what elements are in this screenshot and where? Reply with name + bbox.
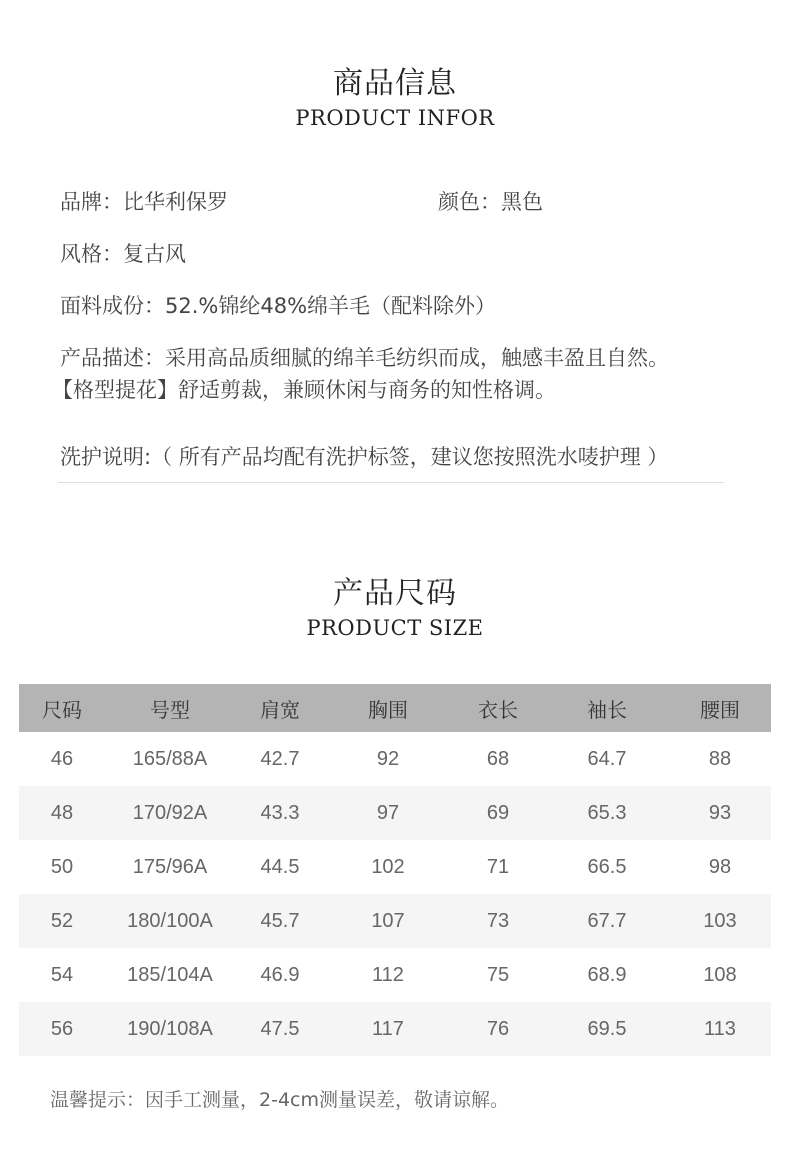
cell-sleeve: 66.5 xyxy=(587,855,627,878)
cell-shoulder: 45.7 xyxy=(235,894,325,948)
cell-chest: 112 xyxy=(372,963,404,986)
cell-size: 54 xyxy=(50,963,74,986)
table-row xyxy=(19,840,771,894)
table-row xyxy=(19,894,771,948)
cell-length: 71 xyxy=(486,855,510,878)
cell-waist: 113 xyxy=(669,1002,771,1056)
header-sleeve: 袖长 xyxy=(545,684,669,732)
cell-waist: 88 xyxy=(708,747,732,770)
cell-waist: 98 xyxy=(708,855,732,878)
cell-chest: 117 xyxy=(325,1002,451,1056)
section-divider xyxy=(58,482,724,483)
cell-chest: 102 xyxy=(371,855,405,878)
cell-shoulder: 44.5 xyxy=(260,855,300,878)
size-table-header xyxy=(19,684,771,732)
cell-shoulder: 47.5 xyxy=(235,1002,325,1056)
color-line: 颜色：黑色 xyxy=(438,190,543,214)
product-size-title: 产品尺码 xyxy=(333,576,457,611)
style-line: 风格：复古风 xyxy=(60,242,186,266)
description-line-2: 【格型提花】舒适剪裁，兼顾休闲与商务的知性格调。 xyxy=(52,378,556,402)
cell-model: 190/108A xyxy=(105,1002,235,1056)
cell-shoulder: 43.3 xyxy=(235,786,325,840)
cell-waist: 103 xyxy=(669,894,771,948)
cell-waist: 108 xyxy=(703,963,737,986)
cell-sleeve: 67.7 xyxy=(545,894,669,948)
cell-size: 50 xyxy=(50,855,74,878)
cell-length: 76 xyxy=(451,1002,545,1056)
cell-sleeve: 69.5 xyxy=(545,1002,669,1056)
table-row xyxy=(19,948,771,1002)
header-model: 号型 xyxy=(105,684,235,732)
header-size: 尺码 xyxy=(19,684,105,732)
cell-chest: 92 xyxy=(376,747,400,770)
cell-waist: 93 xyxy=(669,786,771,840)
header-length: 衣长 xyxy=(451,684,545,732)
product-info-subtitle: PRODUCT INFOR xyxy=(295,106,495,130)
cell-chest: 107 xyxy=(325,894,451,948)
cell-size: 52 xyxy=(19,894,105,948)
product-size-subtitle: PRODUCT SIZE xyxy=(306,616,484,640)
cell-model: 180/100A xyxy=(105,894,235,948)
header-chest: 胸围 xyxy=(325,684,451,732)
cell-length: 69 xyxy=(451,786,545,840)
cell-model: 165/88A xyxy=(132,747,208,770)
fabric-line: 面料成份：52.%锦纶48%绵羊毛（配料除外） xyxy=(60,294,497,318)
brand-line: 品牌：比华利保罗 xyxy=(60,190,228,214)
table-row xyxy=(19,786,771,840)
cell-size: 48 xyxy=(19,786,105,840)
table-row xyxy=(19,732,771,786)
header-waist: 腰围 xyxy=(669,684,771,732)
cell-model: 185/104A xyxy=(127,963,213,986)
cell-length: 68 xyxy=(486,747,510,770)
cell-size: 46 xyxy=(50,747,74,770)
cell-shoulder: 46.9 xyxy=(260,963,300,986)
cell-shoulder: 42.7 xyxy=(260,747,300,770)
cell-length: 75 xyxy=(486,963,510,986)
size-table xyxy=(19,684,771,1056)
cell-chest: 97 xyxy=(325,786,451,840)
cell-sleeve: 65.3 xyxy=(545,786,669,840)
table-row xyxy=(19,1002,771,1056)
cell-model: 170/92A xyxy=(105,786,235,840)
care-line: 洗护说明:（ 所有产品均配有洗护标签，建议您按照洗水唛护理 ） xyxy=(60,445,669,469)
product-info-title: 商品信息 xyxy=(333,66,457,101)
cell-sleeve: 64.7 xyxy=(587,747,627,770)
cell-model: 175/96A xyxy=(132,855,208,878)
header-shoulder: 肩宽 xyxy=(235,684,325,732)
measurement-tip: 温馨提示：因手工测量，2-4cm测量误差，敬请谅解。 xyxy=(50,1089,509,1111)
cell-sleeve: 68.9 xyxy=(587,963,627,986)
cell-length: 73 xyxy=(451,894,545,948)
description-line-1: 产品描述：采用高品质细腻的绵羊毛纺织而成，触感丰盈且自然。 xyxy=(60,346,669,370)
cell-size: 56 xyxy=(19,1002,105,1056)
